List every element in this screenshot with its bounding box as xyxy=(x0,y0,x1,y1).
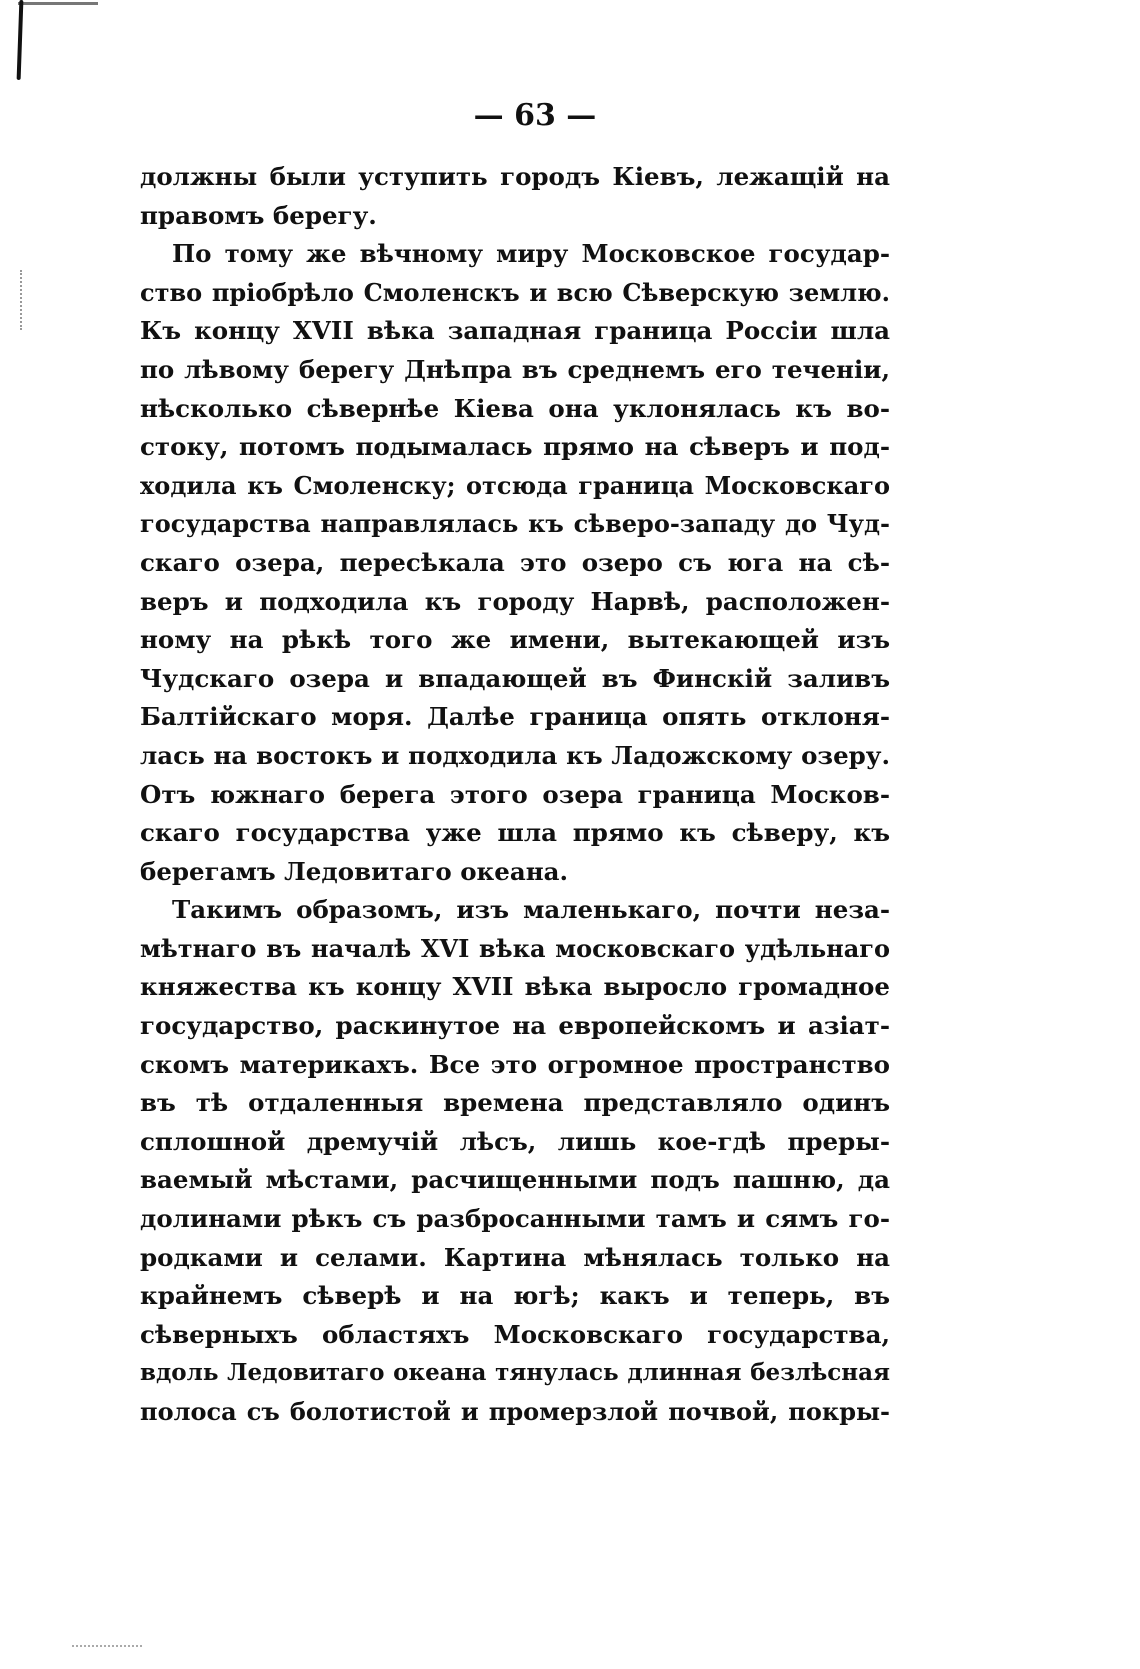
text-line: родками и селами. Картина мѣнялась только на xyxy=(140,1242,890,1272)
text-line: въ тѣ отдаленныя времена представляло одинъ xyxy=(140,1088,890,1118)
text-line: Отъ южнаго берега этого озера граница Москов- xyxy=(140,779,890,809)
text-line: полоса съ болотистой и промерзлой почвой, покры- xyxy=(140,1397,890,1426)
text-line: лась на востокъ и подходила къ Ладожскому озеру. xyxy=(140,740,890,770)
text-line: по лѣвому берегу Днѣпра въ среднемъ его теченіи, xyxy=(140,354,890,384)
text-line: правомъ берегу. xyxy=(140,200,377,230)
text-line: стоку, потомъ подымалась прямо на сѣверъ и под- xyxy=(140,432,890,462)
scan-edge-mark xyxy=(18,2,98,5)
text-line: государство, раскинутое на европейскомъ и азіат- xyxy=(140,1011,890,1041)
text-line: долинами рѣкъ съ разбросанными тамъ и сямъ го- xyxy=(140,1204,890,1234)
body-text xyxy=(140,158,890,1432)
text-line: государства направлялась къ сѣверо-западу до Чуд- xyxy=(140,509,890,539)
text-line: Чудскаго озера и впадающей въ Финскій заливъ xyxy=(140,663,890,693)
text-line: Къ концу XVII вѣка западная граница Россіи шла xyxy=(140,316,890,346)
text-line: скомъ материкахъ. Все это огромное пространство xyxy=(140,1049,890,1079)
text-line: мѣтнаго въ началѣ XVI вѣка московскаго удѣльнаго xyxy=(140,933,890,963)
text-line: княжества къ концу XVII вѣка выросло громадное xyxy=(140,972,890,1002)
text-line: Такимъ образомъ, изъ маленькаго, почти неза- xyxy=(172,895,890,925)
text-line: По тому же вѣчному миру Московское государ- xyxy=(172,239,890,269)
text-line: нѣсколько сѣвернѣе Кіева она уклонялась къ во- xyxy=(140,393,890,423)
text-line: веръ и подходила къ городу Нарвѣ, расположен- xyxy=(140,586,890,616)
scan-margin-line xyxy=(17,0,24,80)
text-line: скаго государства уже шла прямо къ сѣверу, къ xyxy=(140,818,890,848)
text-line: сѣверныхъ областяхъ Московскаго государства, xyxy=(140,1319,890,1349)
page-number: — 63 — xyxy=(473,98,597,133)
text-line: должны были уступить городъ Кіевъ, лежащій на xyxy=(140,162,890,191)
text-line: сплошной дремучій лѣсъ, лишь кое-гдѣ преры- xyxy=(140,1126,890,1156)
text-line: скаго озера, пересѣкала это озеро съ юга на сѣ- xyxy=(140,547,890,577)
text-line: Балтійскаго моря. Далѣе граница опять отклоня- xyxy=(140,702,890,732)
text-line: ваемый мѣстами, расчищенными подъ пашню, да xyxy=(140,1165,890,1195)
text-line: ному на рѣкѣ того же имени, вытекающей изъ xyxy=(140,625,890,655)
text-line: берегамъ Ледовитаго океана. xyxy=(140,856,569,886)
text-line: ство пріобрѣло Смоленскъ и всю Сѣверскую землю. xyxy=(140,277,890,307)
text-line: ходила къ Смоленску; отсюда граница Московскаго xyxy=(140,470,890,500)
scan-smudge xyxy=(72,1635,142,1647)
text-line: вдоль Ледовитаго океана тянулась длинная безлѣсная xyxy=(140,1359,890,1387)
text-line: крайнемъ сѣверѣ и на югѣ; какъ и теперь, въ xyxy=(140,1281,890,1311)
scan-dust-marks xyxy=(20,270,24,330)
